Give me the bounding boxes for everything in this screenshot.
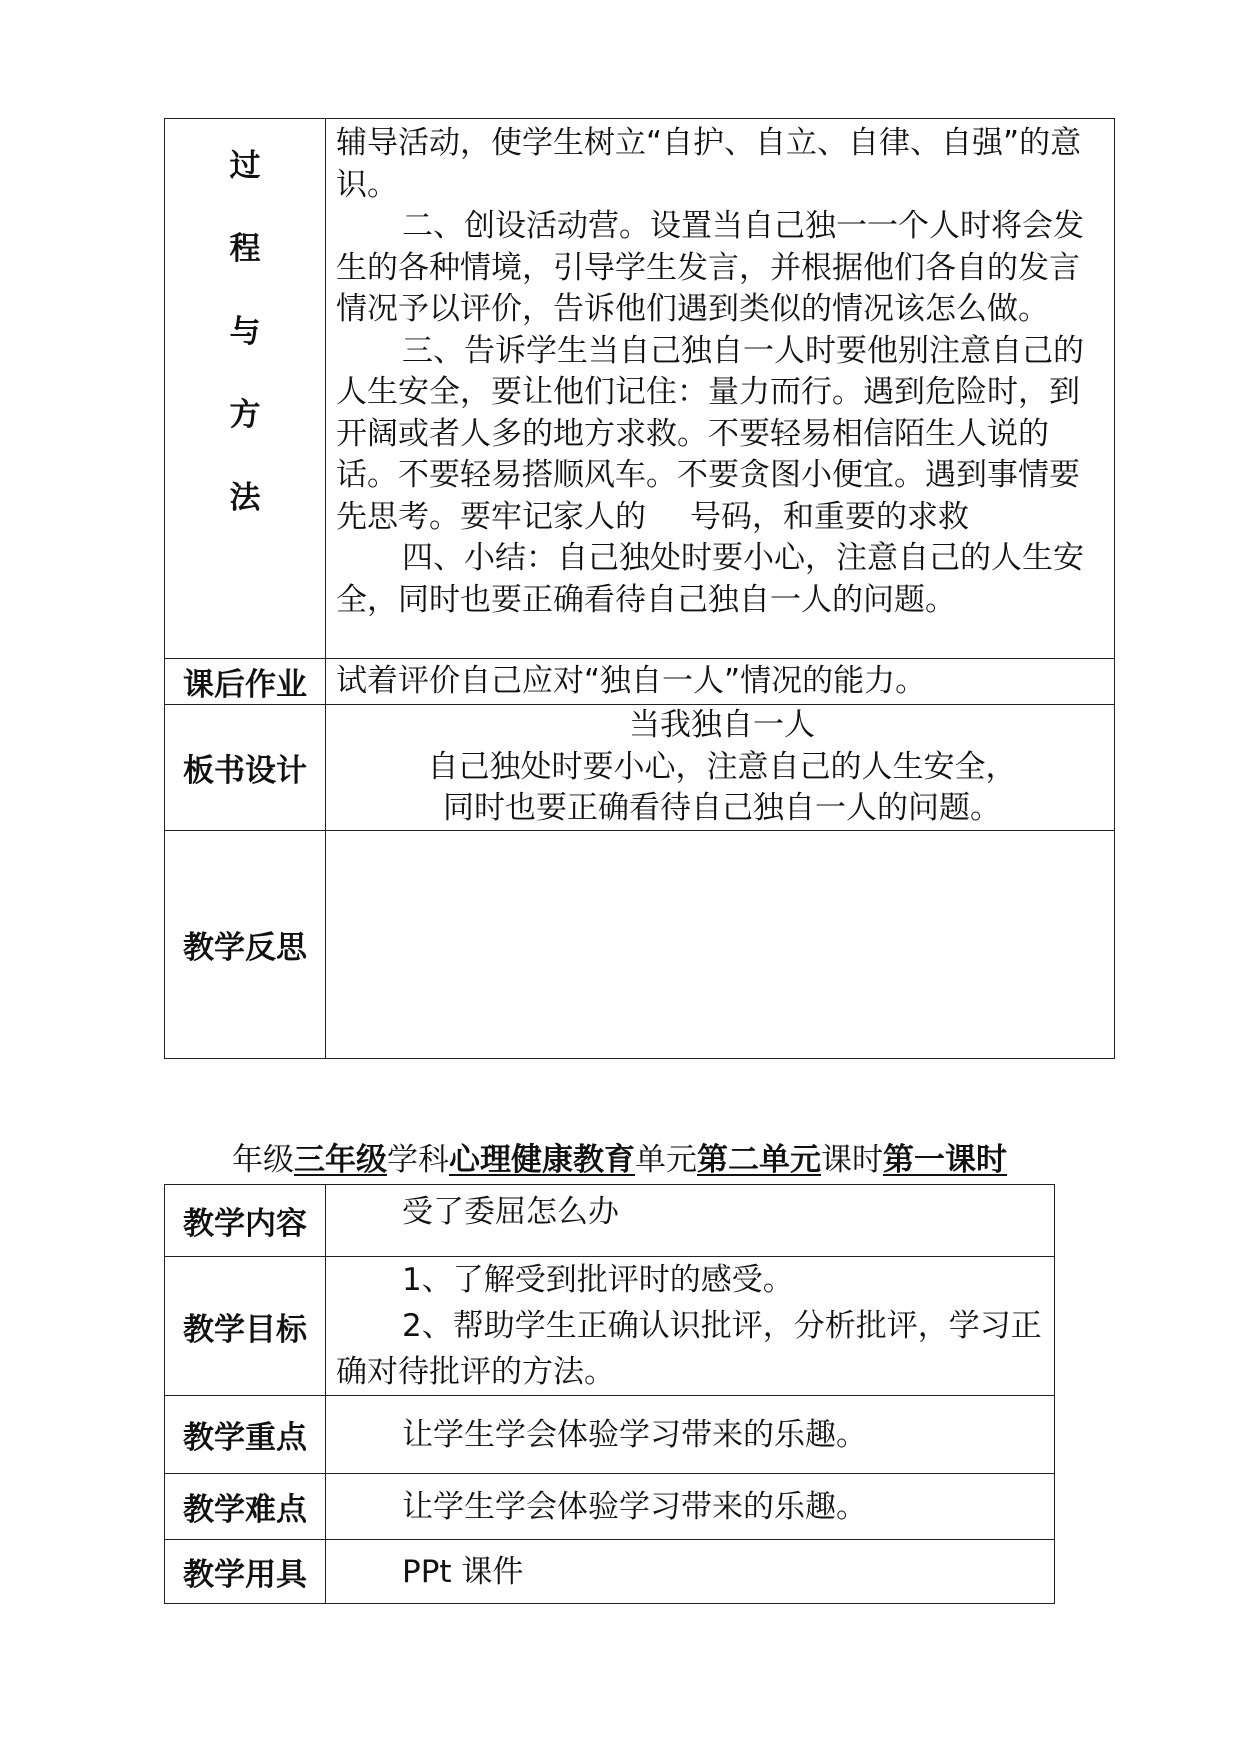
lesson-process-table xyxy=(164,118,1115,1059)
content-value: 受了委屈怎么办 xyxy=(402,1194,619,1230)
period-label: 课时 xyxy=(821,1142,883,1178)
homework-label: 课后作业 xyxy=(165,659,326,705)
reflection-content xyxy=(326,831,1115,1059)
grade-value: 三年级 xyxy=(294,1142,387,1178)
focus-label: 教学重点 xyxy=(165,1396,326,1474)
unit-value: 第二单元 xyxy=(697,1142,821,1178)
subject-label: 学科 xyxy=(387,1142,449,1178)
process-label-cell xyxy=(165,119,326,659)
goal-item: 2、帮助学生正确认识批评，分析批评，学习正确对待批评的方法。 xyxy=(336,1308,1042,1390)
board-line: 同时也要正确看待自己独自一人的问题。 xyxy=(443,790,1001,827)
content-label: 教学内容 xyxy=(165,1185,326,1257)
grade-label: 年级 xyxy=(232,1142,294,1178)
lesson-info-table xyxy=(164,1184,1055,1604)
goals-label: 教学目标 xyxy=(165,1257,326,1396)
period-value: 第一课时 xyxy=(883,1142,1007,1178)
board-design-content xyxy=(326,705,1115,831)
difficulty-value: 让学生学会体验学习带来的乐趣。 xyxy=(402,1488,867,1525)
process-label-char: 程 xyxy=(229,231,261,267)
homework-content: 试着评价自己应对“独自一人”情况的能力。 xyxy=(326,659,1115,705)
tools-cell xyxy=(326,1540,1055,1604)
goal-item: 1、了解受到批评时的感受。 xyxy=(402,1262,794,1298)
board-title: 当我独自一人 xyxy=(629,707,815,744)
process-content-cell xyxy=(326,119,1115,659)
content-value-cell xyxy=(326,1185,1055,1257)
unit-label: 单元 xyxy=(635,1142,697,1178)
process-label-char: 法 xyxy=(229,480,261,516)
process-label-char: 过 xyxy=(229,148,261,184)
difficulty-label: 教学难点 xyxy=(165,1474,326,1540)
process-paragraph: 辅导活动，使学生树立“自护、自立、自律、自强”的意识。 xyxy=(336,125,1082,203)
lesson-header xyxy=(232,1138,1007,1182)
difficulty-cell xyxy=(326,1474,1055,1540)
tools-value: PPt 课件 xyxy=(402,1553,524,1590)
process-paragraph: 二、创设活动营。设置当自己独一一个人时将会发生的各种情境，引导学生发言，并根据他们各自的发言情况予以评价，告诉他们遇到类似的情况该怎么做。 xyxy=(336,208,1084,327)
tools-label: 教学用具 xyxy=(165,1540,326,1604)
board-line: 自己独处时要小心，注意自己的人生安全， xyxy=(427,748,1017,785)
process-label-char: 与 xyxy=(229,314,261,350)
process-text: 三、告诉学生当自己独自一人时要他别注意自己的人生安全，要让他们记住：量力而行。遇到危险时，到开阔或者人多的地方求救。不要轻易相信陌生人说的话。不要轻易搭顺风车。不要贪图小便宜。遇到事情要先思考。要牢记家人的 xyxy=(336,332,1084,535)
reflection-label: 教学反思 xyxy=(165,831,326,1059)
process-text: 号码，和重要的求救 xyxy=(690,498,969,535)
subject-value: 心理健康教育 xyxy=(449,1142,635,1178)
process-paragraph: 四、小结：自己独处时要小心，注意自己的人生安全，同时也要正确看待自己独自一人的问题。 xyxy=(336,540,1084,618)
focus-value: 让学生学会体验学习带来的乐趣。 xyxy=(402,1416,867,1453)
goals-cell xyxy=(326,1257,1055,1396)
focus-cell xyxy=(326,1396,1055,1474)
board-design-label: 板书设计 xyxy=(165,705,326,831)
process-paragraph xyxy=(336,331,1108,539)
process-label-char: 方 xyxy=(229,397,261,433)
